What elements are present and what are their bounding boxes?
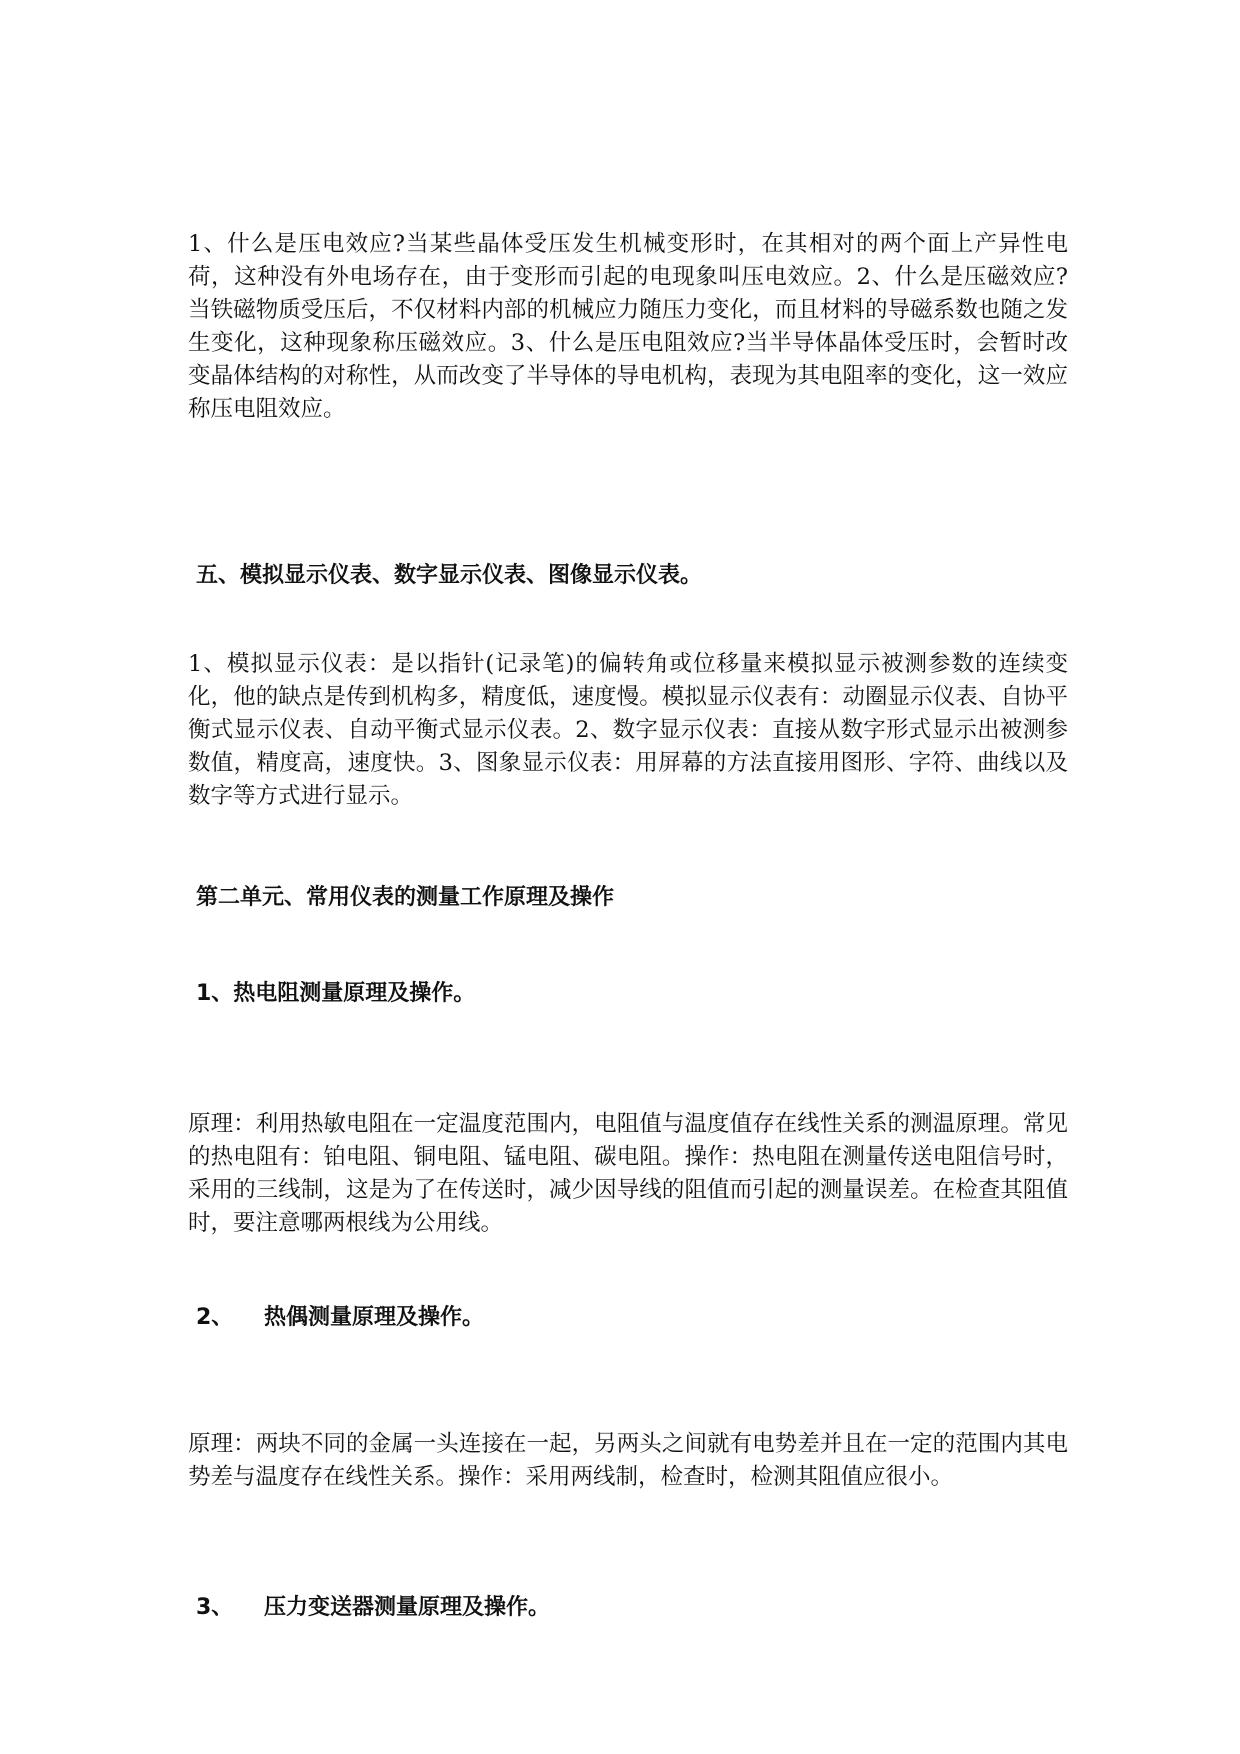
unit-heading: 第二单元、常用仪表的测量工作原理及操作 [196,885,615,910]
display-instruments-paragraph: 1、模拟显示仪表：是以指针(记录笔)的偏转角或位移量来模拟显示被测参数的连续变化，他的缺点是传到机构多，精度低，速度慢。模拟显示仪表有：动圈显示仪表、自协平衡式显示仪表、自动平衡式显示仪表。2、数字显示仪表：直接从数字形式显示出被测参数值，精度高，速度快。3、图象显示仪表：用屏幕的方法直接用图形、字符、曲线以及数字等方式进行显示。 [188,651,1068,809]
thermocouple-heading: 2、 热偶测量原理及操作。 [196,1305,484,1330]
thermocouple-paragraph: 原理：两块不同的金属一头连接在一起，另两头之间就有电势差并且在一定的范围内其电势差与温度存在线性关系。操作：采用两线制，检查时，检测其阻值应很小。 [188,1431,1068,1490]
section-heading-display-instruments: 五、模拟显示仪表、数字显示仪表、图像显示仪表。 [196,563,703,588]
rtd-heading: 1、热电阻测量原理及操作。 [196,981,476,1006]
piezo-effects-paragraph: 1、什么是压电效应?当某些晶体受压发生机械变形时，在其相对的两个面上产异性电荷，这种没有外电场存在，由于变形而引起的电现象叫压电效应。2、什么是压磁效应?当铁磁物质受压后，不仅材料内部的机械应力随压力变化，而且材料的导磁系数也随之发生变化，这种现象称压磁效应。3、什么是压电阻效应?当半导体晶体受压时，会暂时改变晶体结构的对称性，从而改变了半导体的导电机构，表现为其电阻率的变化，这一效应称压电阻效应。 [188,231,1068,422]
rtd-paragraph: 原理：利用热敏电阻在一定温度范围内，电阻值与温度值存在线性关系的测温原理。常见的热电阻有：铂电阻、铜电阻、锰电阻、碳电阻。操作：热电阻在测量传送电阻信号时，采用的三线制，这是为了在传送时，减少因导线的阻值而引起的测量误差。在检查其阻值时，要注意哪两根线为公用线。 [188,1111,1068,1236]
pressure-transmitter-heading: 3、 压力变送器测量原理及操作。 [196,1595,550,1620]
